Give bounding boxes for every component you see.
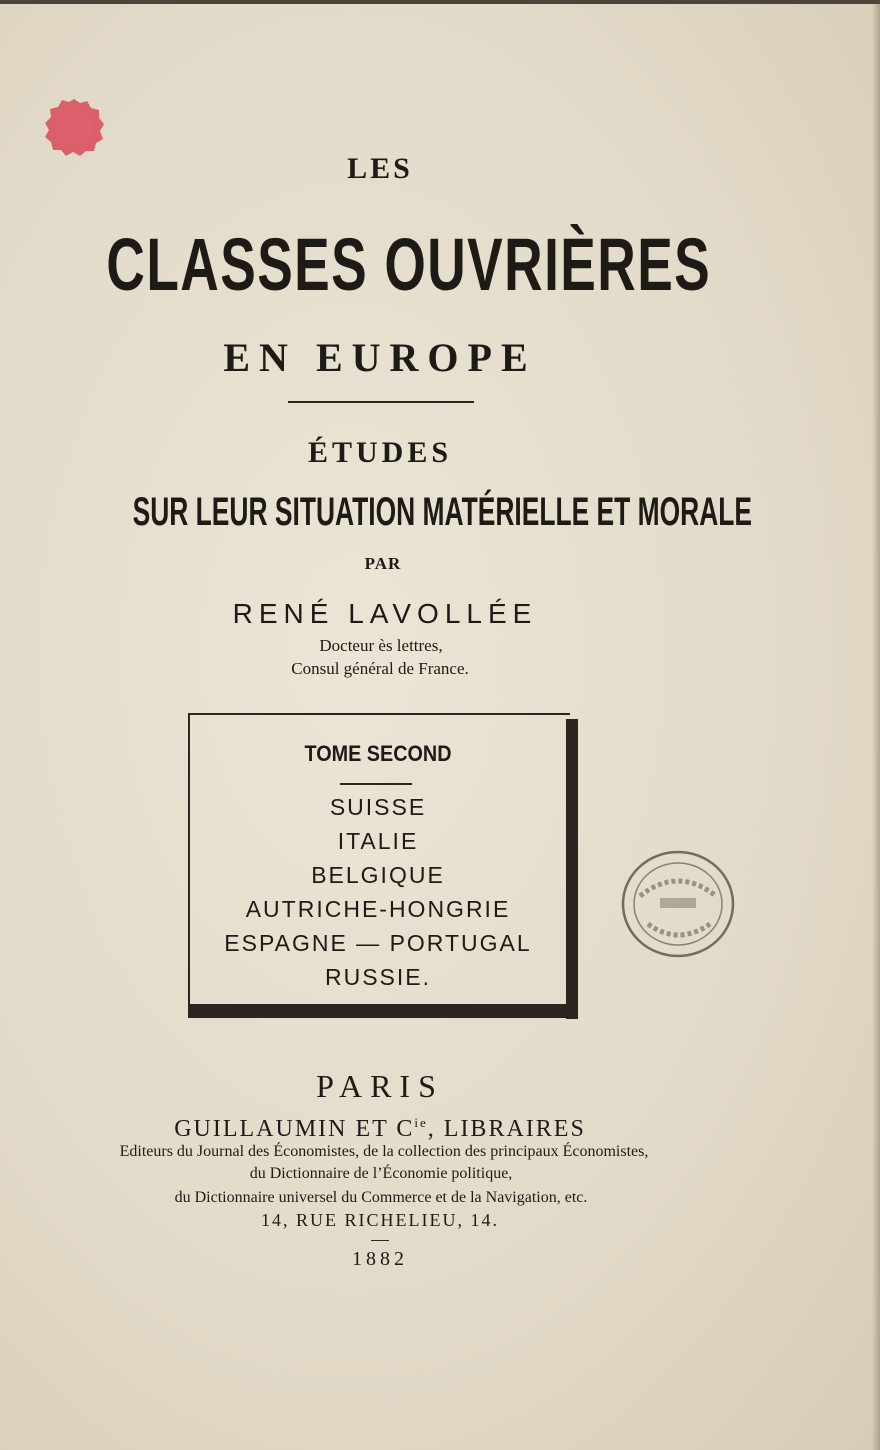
tome-contents: [190, 715, 566, 1004]
tome-divider: [340, 783, 412, 785]
publisher-name: [0, 1115, 760, 1143]
editors-line-2: du Dictionnaire de l’Économie politique,: [249, 1165, 513, 1182]
red-library-stamp-icon: [42, 96, 106, 158]
imprint-city: PARIS: [316, 1068, 444, 1104]
title-les: LES: [347, 152, 413, 185]
tome-title: TOME SECOND: [304, 741, 452, 766]
author-credential-2: Consul général de France.: [291, 659, 469, 678]
subtitle: SUR LEUR SITUATION MATÉRIELLE ET MORALE: [132, 490, 753, 534]
author-name: RENÉ LAVOLLÉE: [232, 598, 538, 629]
editors-line-1: Editeurs du Journal des Économistes, de la collection des principaux Économistes,: [119, 1143, 649, 1160]
author-credential-1: Docteur ès lettres,: [319, 636, 443, 655]
round-ink-stamp-icon: [618, 846, 738, 964]
country-item: RUSSIE.: [324, 964, 432, 990]
year-divider: [371, 1240, 389, 1241]
title-etudes: ÉTUDES: [307, 436, 453, 469]
page-top-edge: [0, 0, 880, 4]
editors-line-3: du Dictionnaire universel du Commerce et de la Navigation, etc.: [174, 1189, 588, 1206]
publisher-superscript: ie: [414, 1115, 428, 1130]
publisher-main: GUILLAUMIN ET C: [174, 1116, 415, 1142]
publication-year: 1882: [352, 1248, 408, 1270]
by-label: PAR: [364, 554, 402, 573]
publisher-end: , LIBRAIRES: [427, 1116, 586, 1142]
title-en-europe: EN EUROPE: [223, 335, 537, 380]
main-title: CLASSES OUVRIÈRES: [106, 223, 712, 306]
page-right-edge: [872, 0, 880, 1450]
country-item: AUTRICHE-HONGRIE: [245, 896, 511, 922]
publisher-address: 14, RUE RICHELIEU, 14.: [261, 1210, 499, 1230]
country-item: BELGIQUE: [311, 862, 445, 888]
country-item: ITALIE: [337, 828, 419, 854]
country-item: SUISSE: [329, 794, 427, 820]
title-divider: [288, 401, 474, 403]
country-item: ESPAGNE — PORTUGAL: [224, 930, 532, 956]
